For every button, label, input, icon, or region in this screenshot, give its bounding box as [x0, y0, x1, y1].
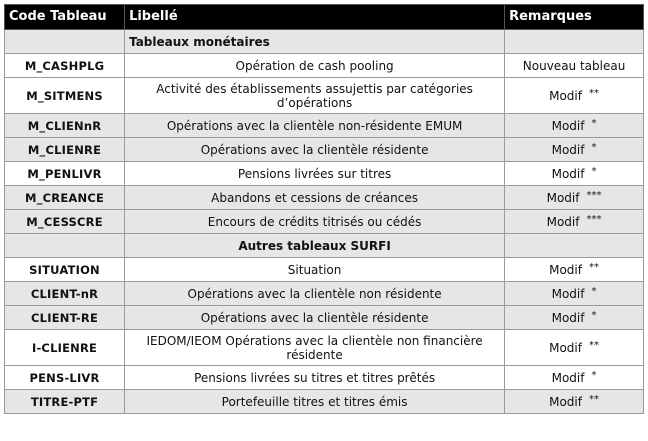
remarque-cell	[505, 330, 644, 366]
code-cell: M_CREANCE	[5, 186, 125, 210]
libelle-cell: Opérations avec la clientèle résidente	[125, 306, 505, 330]
remarque-cell	[505, 54, 644, 78]
libelle-cell: Opérations avec la clientèle non résidente	[125, 282, 505, 306]
section-empty-cell	[505, 30, 644, 54]
remarque-stars: ***	[586, 189, 602, 201]
remarque-text: Modif	[549, 262, 582, 277]
remarque-text: Modif	[549, 88, 582, 103]
remarque-cell	[505, 162, 644, 186]
header-code: Code Tableau	[5, 5, 125, 30]
table-row	[5, 282, 644, 306]
remarque-text: Nouveau tableau	[522, 58, 626, 73]
header-row	[5, 5, 644, 30]
code-cell: CLIENT-nR	[5, 282, 125, 306]
remarque-stars: **	[588, 87, 599, 99]
section-row	[5, 30, 644, 54]
code-cell: M_PENLIVR	[5, 162, 125, 186]
remarque-cell	[505, 210, 644, 234]
remarque-stars: *	[591, 117, 597, 129]
table-row	[5, 162, 644, 186]
section-row	[5, 234, 644, 258]
header-libelle: Libellé	[125, 5, 505, 30]
table-body	[5, 30, 644, 414]
remarque-stars: *	[591, 309, 597, 321]
remarque-stars: **	[588, 261, 599, 273]
remarque-text: Modif	[549, 394, 582, 409]
table-row	[5, 330, 644, 366]
remarque-stars: **	[588, 393, 599, 405]
remarque-cell	[505, 114, 644, 138]
remarque-text: Modif	[551, 118, 585, 133]
code-cell: M_CASHPLG	[5, 54, 125, 78]
remarque-cell	[505, 366, 644, 390]
code-cell: I-CLIENRE	[5, 330, 125, 366]
libelle-cell: Pensions livrées sur titres	[125, 162, 505, 186]
remarque-stars: *	[591, 165, 597, 177]
table-row	[5, 138, 644, 162]
remarque-cell	[505, 306, 644, 330]
code-cell: TITRE-PTF	[5, 390, 125, 414]
table-row	[5, 210, 644, 234]
remarque-cell	[505, 282, 644, 306]
remarque-cell	[505, 78, 644, 114]
table-row	[5, 54, 644, 78]
remarque-stars: ***	[586, 213, 602, 225]
remarque-text: Modif	[551, 166, 585, 181]
remarque-text: Modif	[546, 214, 580, 229]
code-cell: M_CESSCRE	[5, 210, 125, 234]
libelle-cell: Pensions livrées su titres et titres prêtés	[125, 366, 505, 390]
remarque-text: Modif	[551, 142, 585, 157]
header-remarques: Remarques	[505, 5, 644, 30]
remarque-stars: *	[591, 369, 597, 381]
code-cell: SITUATION	[5, 258, 125, 282]
table-row	[5, 258, 644, 282]
section-title: Autres tableaux SURFI	[125, 234, 505, 258]
libelle-cell: Opérations avec la clientèle non-résidente EMUM	[125, 114, 505, 138]
section-empty-cell	[5, 30, 125, 54]
table-row	[5, 114, 644, 138]
remarque-stars: *	[591, 285, 597, 297]
remarque-cell	[505, 138, 644, 162]
section-empty-cell	[5, 234, 125, 258]
code-cell: M_CLIENnR	[5, 114, 125, 138]
libelle-cell: Opérations avec la clientèle résidente	[125, 138, 505, 162]
table-row	[5, 186, 644, 210]
libelle-cell: IEDOM/IEOM Opérations avec la clientèle non financière résidente	[125, 330, 505, 366]
table-row	[5, 366, 644, 390]
remarque-cell	[505, 186, 644, 210]
remarque-text: Modif	[551, 286, 585, 301]
remarque-text: Modif	[549, 340, 582, 355]
libelle-cell: Encours de crédits titrisés ou cédés	[125, 210, 505, 234]
remarque-cell	[505, 258, 644, 282]
remarque-stars: *	[591, 141, 597, 153]
remarque-text: Modif	[551, 310, 585, 325]
libelle-cell: Opération de cash pooling	[125, 54, 505, 78]
code-cell: M_SITMENS	[5, 78, 125, 114]
section-empty-cell	[505, 234, 644, 258]
libelle-cell: Activité des établissements assujettis par catégories d’opérations	[125, 78, 505, 114]
section-title: Tableaux monétaires	[125, 30, 505, 54]
remarque-stars: **	[588, 339, 599, 351]
code-cell: PENS-LIVR	[5, 366, 125, 390]
code-cell: M_CLIENRE	[5, 138, 125, 162]
table-row	[5, 306, 644, 330]
libelle-cell: Abandons et cessions de créances	[125, 186, 505, 210]
table-row	[5, 78, 644, 114]
remarque-text: Modif	[546, 190, 580, 205]
libelle-cell: Situation	[125, 258, 505, 282]
code-cell: CLIENT-RE	[5, 306, 125, 330]
libelle-cell: Portefeuille titres et titres émis	[125, 390, 505, 414]
remarque-text: Modif	[551, 370, 585, 385]
surfi-tables-list	[4, 4, 644, 414]
table-row	[5, 390, 644, 414]
remarque-cell	[505, 390, 644, 414]
